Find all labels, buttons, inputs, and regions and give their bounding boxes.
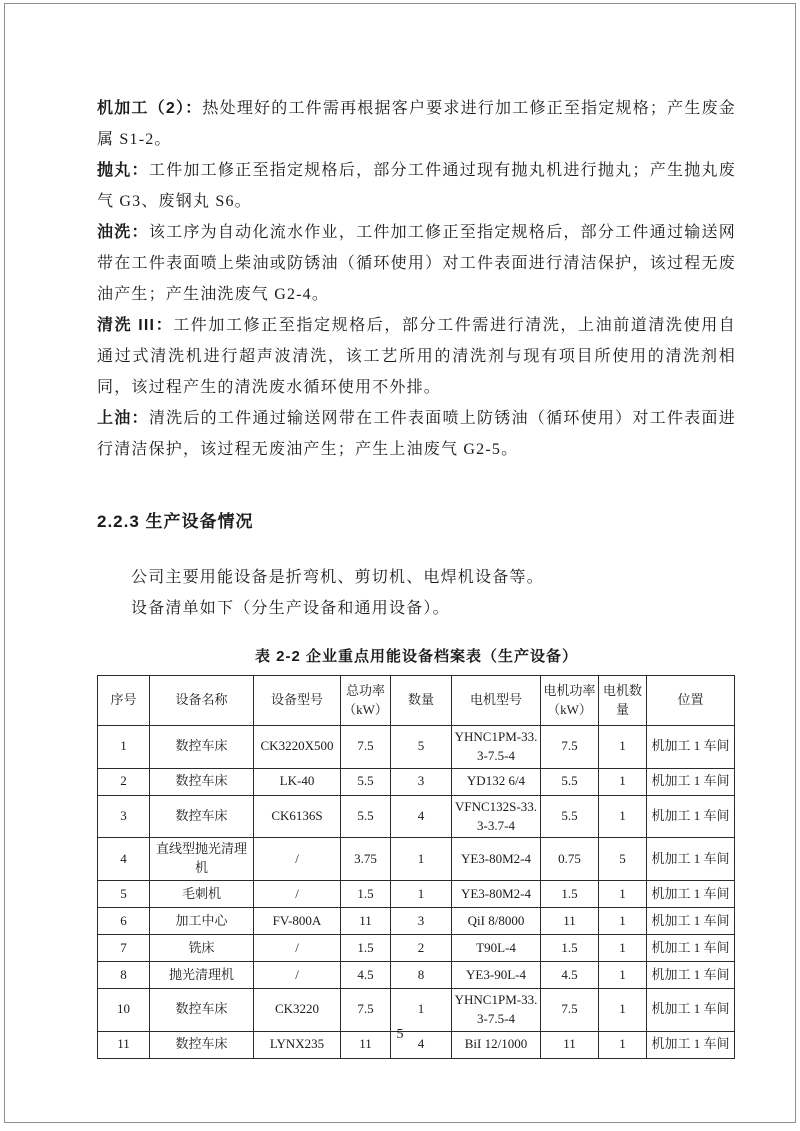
- paragraph-lead: 油洗：: [97, 224, 149, 241]
- table-cell: 5.5: [541, 795, 599, 838]
- table-cell: 11: [341, 1031, 391, 1058]
- table-cell: 毛刺机: [150, 881, 254, 908]
- header-cell: 位置: [647, 676, 735, 726]
- table-cell: 机加工 1 车间: [647, 962, 735, 989]
- table-cell: 数控车床: [150, 726, 254, 769]
- header-cell: 总功率（kW）: [341, 676, 391, 726]
- header-cell: 设备名称: [150, 676, 254, 726]
- table-cell: 2: [98, 768, 150, 795]
- paragraph-shot-blasting: [97, 155, 736, 217]
- table-cell: 1: [391, 989, 452, 1032]
- paragraph-text: 热处理好的工件需再根据客户要求进行加工修正至指定规格；产生废金属 S1-2。: [97, 100, 736, 148]
- table-cell: 7.5: [541, 989, 599, 1032]
- table-cell: LYNX235: [254, 1031, 341, 1058]
- table-cell: 3: [391, 908, 452, 935]
- paragraph-text: 工件加工修正至指定规格后，部分工件需进行清洗，上油前道清洗使用自通过式清洗机进行超声波清洗，该工艺所用的清洗剂与现有项目所使用的清洗剂相同，该过程产生的清洗废水循环使用不外排。: [97, 317, 736, 396]
- header-cell: 数量: [391, 676, 452, 726]
- table-cell: /: [254, 962, 341, 989]
- table-head: [98, 676, 735, 726]
- table-cell: 数控车床: [150, 989, 254, 1032]
- table-cell: CK3220X500: [254, 726, 341, 769]
- table-cell: 数控车床: [150, 768, 254, 795]
- table-cell: 5: [391, 726, 452, 769]
- table-cell: 1: [391, 881, 452, 908]
- table-cell: 11: [98, 1031, 150, 1058]
- header-cell: 设备型号: [254, 676, 341, 726]
- table-cell: 直线型抛光清理机: [150, 838, 254, 881]
- table-row: [98, 935, 735, 962]
- table-cell: 5.5: [341, 795, 391, 838]
- table-cell: 机加工 1 车间: [647, 795, 735, 838]
- table-cell: 抛光清理机: [150, 962, 254, 989]
- table-cell: /: [254, 838, 341, 881]
- table-cell: 1: [599, 881, 647, 908]
- table-cell: 1: [599, 726, 647, 769]
- table-cell: YE3-80M2-4: [452, 838, 541, 881]
- table-cell: CK3220: [254, 989, 341, 1032]
- table-cell: 1: [599, 1031, 647, 1058]
- paragraph-lead: 抛丸：: [97, 162, 149, 179]
- paragraph-oil-washing: [97, 217, 736, 310]
- table-row: [98, 838, 735, 881]
- table-cell: T90L-4: [452, 935, 541, 962]
- table-cell: BiI 12/1000: [452, 1031, 541, 1058]
- table-row: [98, 795, 735, 838]
- table-cell: 11: [541, 1031, 599, 1058]
- paragraph-text: 清洗后的工件通过输送网带在工件表面喷上防锈油（循环使用）对工件表面进行清洁保护，该过程无废油产生；产生上油废气 G2-5。: [97, 410, 736, 458]
- table-cell: 3: [98, 795, 150, 838]
- table-cell: 4: [391, 1031, 452, 1058]
- table-cell: /: [254, 935, 341, 962]
- table-cell: 机加工 1 车间: [647, 989, 735, 1032]
- table-cell: 1: [599, 768, 647, 795]
- table-cell: LK-40: [254, 768, 341, 795]
- table-cell: 3: [391, 768, 452, 795]
- table-cell: 机加工 1 车间: [647, 935, 735, 962]
- table-cell: 1: [599, 795, 647, 838]
- table-cell: 1: [599, 962, 647, 989]
- table-cell: 机加工 1 车间: [647, 726, 735, 769]
- table-cell: YD132 6/4: [452, 768, 541, 795]
- table-cell: 1.5: [341, 935, 391, 962]
- table-cell: 1.5: [541, 935, 599, 962]
- table-cell: 5: [599, 838, 647, 881]
- table-cell: 3.75: [341, 838, 391, 881]
- table-row: [98, 908, 735, 935]
- page-number: 5: [396, 1027, 404, 1042]
- table-cell: 11: [341, 908, 391, 935]
- table-row: [98, 989, 735, 1032]
- table-cell: 1: [599, 989, 647, 1032]
- table-cell: 1: [599, 908, 647, 935]
- table-cell: 5: [98, 881, 150, 908]
- table-cell: 6: [98, 908, 150, 935]
- table-row: [98, 768, 735, 795]
- table-cell: 5.5: [541, 768, 599, 795]
- paragraph-text: 工件加工修正至指定规格后，部分工件通过现有抛丸机进行抛丸；产生抛丸废气 G3、废钢丸 S6。: [97, 162, 736, 210]
- header-cell: 电机功率（kW）: [541, 676, 599, 726]
- table-cell: 8: [98, 962, 150, 989]
- header-cell: 电机数量: [599, 676, 647, 726]
- table-cell: 数控车床: [150, 1031, 254, 1058]
- table-cell: 数控车床: [150, 795, 254, 838]
- table-cell: 5.5: [341, 768, 391, 795]
- table-cell: 4: [391, 795, 452, 838]
- table-cell: 4.5: [541, 962, 599, 989]
- table-cell: 1.5: [341, 881, 391, 908]
- table-cell: 机加工 1 车间: [647, 908, 735, 935]
- paragraph-lead: 上油：: [97, 410, 149, 427]
- table-cell: 0.75: [541, 838, 599, 881]
- table-cell: 加工中心: [150, 908, 254, 935]
- table-cell: 7.5: [341, 726, 391, 769]
- table-cell: QiI 8/8000: [452, 908, 541, 935]
- table-cell: VFNC132S-33.3-3.7-4: [452, 795, 541, 838]
- paragraph-lead: 机加工（2）：: [97, 100, 203, 117]
- table-cell: 4.5: [341, 962, 391, 989]
- paragraph-machining-2: [97, 93, 736, 155]
- paragraph-lead: 清洗 III：: [97, 317, 174, 334]
- paragraph-oiling: [97, 403, 736, 465]
- table-cell: YHNC1PM-33.3-7.5-4: [452, 726, 541, 769]
- table-caption: 表 2-2 企业重点用能设备档案表（生产设备）: [254, 648, 579, 665]
- table-cell: YHNC1PM-33.3-7.5-4: [452, 989, 541, 1032]
- table-header-row: [98, 676, 735, 726]
- table-row: [98, 726, 735, 769]
- table-cell: 11: [541, 908, 599, 935]
- table-cell: 1: [391, 838, 452, 881]
- table-cell: YE3-90L-4: [452, 962, 541, 989]
- header-cell: 电机型号: [452, 676, 541, 726]
- table-row: [98, 962, 735, 989]
- table-cell: 8: [391, 962, 452, 989]
- table-body: [98, 726, 735, 1059]
- header-cell: 序号: [98, 676, 150, 726]
- table-cell: YE3-80M2-4: [452, 881, 541, 908]
- table-row: [98, 881, 735, 908]
- table-cell: 机加工 1 车间: [647, 838, 735, 881]
- table-cell: 7: [98, 935, 150, 962]
- paragraph-text: 该工序为自动化流水作业，工件加工修正至指定规格后，部分工件通过输送网带在工件表面喷上柴油或防锈油（循环使用）对工件表面进行清洁保护，该过程无废油产生；产生油洗废气 G2-4。: [97, 224, 736, 303]
- table-cell: 1.5: [541, 881, 599, 908]
- table-cell: CK6136S: [254, 795, 341, 838]
- equipment-table: [97, 675, 735, 1059]
- paragraph-cleaning-iii: [97, 310, 736, 403]
- section-heading: 2.2.3 生产设备情况: [97, 512, 254, 531]
- table-cell: /: [254, 881, 341, 908]
- table-cell: 2: [391, 935, 452, 962]
- table-cell: 7.5: [541, 726, 599, 769]
- table-cell: 机加工 1 车间: [647, 1031, 735, 1058]
- table-cell: FV-800A: [254, 908, 341, 935]
- table-cell: 1: [98, 726, 150, 769]
- table-cell: 铣床: [150, 935, 254, 962]
- table-cell: 机加工 1 车间: [647, 768, 735, 795]
- body-line-equipment-list-note: 设备清单如下（分生产设备和通用设备）。: [131, 600, 450, 617]
- table-cell: 1: [599, 935, 647, 962]
- table-cell: 4: [98, 838, 150, 881]
- table-cell: 7.5: [341, 989, 391, 1032]
- table-cell: 机加工 1 车间: [647, 881, 735, 908]
- body-line-equipment-summary: 公司主要用能设备是折弯机、剪切机、电焊机设备等。: [131, 569, 544, 586]
- table-cell: 10: [98, 989, 150, 1032]
